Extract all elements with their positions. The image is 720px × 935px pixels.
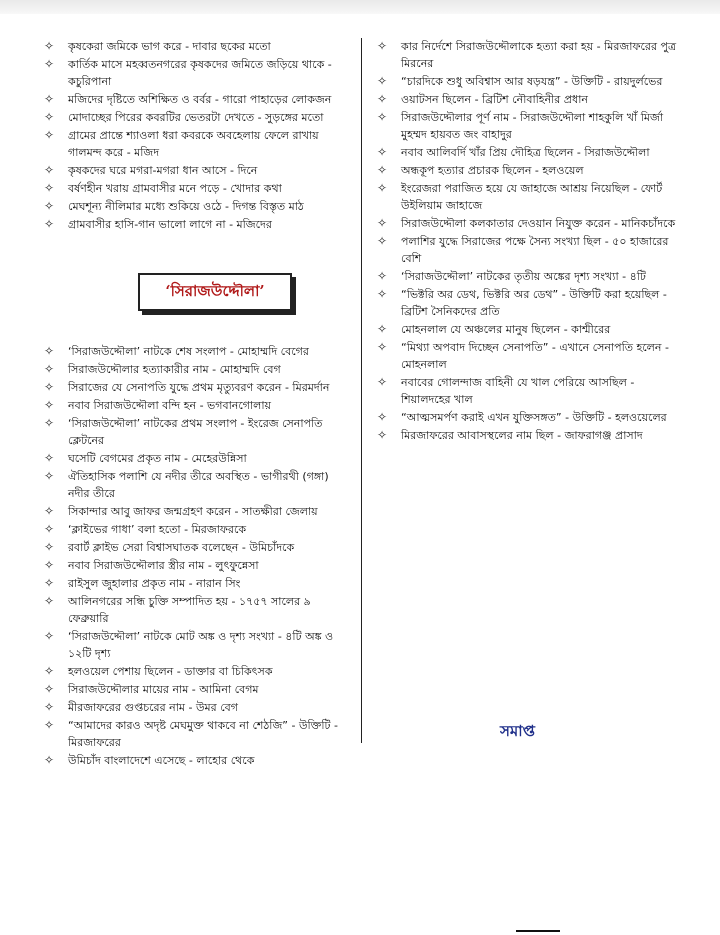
list-item — [373, 233, 683, 267]
list-item — [373, 73, 683, 90]
list-item-text: কার নির্দেশে সিরাজউদ্দৌলাকে হত্যা করা হয় - মিরজাফরের পুত্র মিরনের — [401, 40, 677, 70]
document-page — [40, 38, 680, 767]
list-item — [40, 468, 350, 502]
left-column — [40, 38, 350, 770]
list-item — [373, 91, 683, 108]
diamond-star-bullet-icon: ✧ — [44, 594, 55, 608]
diamond-star-bullet-icon: ✧ — [44, 682, 55, 696]
list-item — [40, 127, 350, 161]
list-item — [373, 38, 683, 72]
diamond-star-bullet-icon: ✧ — [44, 217, 55, 231]
list-item — [373, 180, 683, 214]
list-item-text: ঘসেটি বেগমের প্রকৃত নাম - মেহেরউন্নিসা — [68, 452, 247, 465]
list-item — [40, 180, 350, 197]
diamond-star-bullet-icon: ✧ — [44, 576, 55, 590]
list-item — [373, 162, 683, 179]
list-item-text: পলাশির যুদ্ধে সিরাজের পক্ষে সৈন্য সংখ্যা ছিল - ৫০ হাজারের বেশি — [401, 235, 669, 265]
diamond-star-bullet-icon: ✧ — [44, 664, 55, 678]
list-item-text: গ্রামের প্রান্তে শ্যাওলা ধরা কবরকে অবহেলায় ফেলে রাখায় গালমন্দ করে - মজিদ — [68, 129, 319, 159]
diamond-star-bullet-icon: ✧ — [44, 110, 55, 124]
diamond-star-bullet-icon: ✧ — [44, 753, 55, 767]
diamond-star-bullet-icon: ✧ — [44, 344, 55, 358]
diamond-star-bullet-icon: ✧ — [44, 522, 55, 536]
diamond-star-bullet-icon: ✧ — [44, 380, 55, 394]
column-divider — [361, 38, 362, 743]
diamond-star-bullet-icon: ✧ — [377, 322, 388, 336]
list-item-text: মীরজাফরের গুপ্তচরের নাম - উমর বেগ — [68, 701, 238, 714]
right-column — [373, 38, 683, 445]
diamond-star-bullet-icon: ✧ — [44, 469, 55, 483]
list-item-text: রাইসুল জুহালার প্রকৃত নাম - নারান সিং — [68, 577, 241, 590]
list-item — [40, 109, 350, 126]
diamond-star-bullet-icon: ✧ — [377, 163, 388, 177]
list-item — [40, 593, 350, 627]
diamond-star-bullet-icon: ✧ — [377, 110, 388, 124]
diamond-star-bullet-icon: ✧ — [377, 234, 388, 248]
list-item-text: সিরাজউদ্দৌলার পূর্ণ নাম - সিরাজউদ্দৌলা শাহকুলি খাঁ মির্জা মুহম্মদ হায়বত জং বাহাদুর — [401, 111, 664, 141]
diamond-star-bullet-icon: ✧ — [377, 216, 388, 230]
diamond-star-bullet-icon: ✧ — [377, 269, 388, 283]
list-item — [373, 339, 683, 373]
diamond-star-bullet-icon: ✧ — [44, 362, 55, 376]
list-item — [40, 415, 350, 449]
list-item-text: হলওয়েল পেশায় ছিলেন - ডাক্তার বা চিকিৎসক — [68, 665, 273, 678]
diamond-star-bullet-icon: ✧ — [44, 39, 55, 53]
diamond-star-bullet-icon: ✧ — [377, 428, 388, 442]
list-item — [40, 343, 350, 360]
list-item — [373, 321, 683, 338]
list-item — [373, 286, 683, 320]
list-item-text: উমিচাঁদ বাংলাদেশে এসেছে - লাহোর থেকে — [68, 754, 255, 767]
list-item — [40, 56, 350, 90]
list-item — [40, 198, 350, 215]
list-item-text: নবাব আলিবর্দি খাঁর প্রিয় দৌহিত্র ছিলেন - সিরাজউদ্দৌলা — [401, 146, 650, 159]
section-heading: ‘সিরাজউদ্দৌলা’ — [138, 273, 292, 311]
list-item-text: কৃষকেরা জমিকে ভাগ করে - দাবার ছকের মতো — [68, 40, 271, 53]
list-item-text: ওয়াটসন ছিলেন - ব্রিটিশ নৌবাহিনীর প্রধান — [401, 93, 588, 106]
list-item-text: সিরাজউদ্দৌলা কলকাতার দেওয়ান নিযুক্ত করেন - মানিকচাঁদকে — [401, 217, 676, 230]
diamond-star-bullet-icon: ✧ — [377, 145, 388, 159]
diamond-star-bullet-icon: ✧ — [44, 181, 55, 195]
list-item-text: গ্রামবাসীর হাসি-গান ভালো লাগে না - মজিদের — [68, 218, 272, 231]
list-item — [40, 397, 350, 414]
diamond-star-bullet-icon: ✧ — [377, 181, 388, 195]
diamond-star-bullet-icon: ✧ — [377, 287, 388, 301]
diamond-star-bullet-icon: ✧ — [44, 718, 55, 732]
list-item — [40, 681, 350, 698]
list-item — [40, 450, 350, 467]
list-item — [40, 663, 350, 680]
diamond-star-bullet-icon: ✧ — [377, 340, 388, 354]
list-item — [373, 427, 683, 444]
section-list — [40, 343, 350, 769]
diamond-star-bullet-icon: ✧ — [44, 629, 55, 643]
diamond-star-bullet-icon: ✧ — [44, 416, 55, 430]
list-item — [40, 379, 350, 396]
list-item-text: সিরাজের যে সেনাপতি যুদ্ধে প্রথম মৃত্যুবরণ করেন - মিরমর্দান — [68, 381, 330, 394]
list-item-text: কৃষকদের ঘরে মগরা-মগরা ধান আসে - দিনে — [68, 164, 258, 177]
list-item — [373, 409, 683, 426]
diamond-star-bullet-icon: ✧ — [377, 410, 388, 424]
list-item-text: অন্ধকূপ হত্যার প্রচারক ছিলেন - হলওয়েল — [401, 164, 584, 177]
diamond-star-bullet-icon: ✧ — [44, 128, 55, 142]
diamond-star-bullet-icon: ✧ — [377, 74, 388, 88]
list-item-text: মোহনলাল যে অঞ্চলের মানুষ ছিলেন - কাশ্মীরের — [401, 323, 611, 336]
list-item-text: “আত্মসমর্পণ করাই এখন যুক্তিসঙ্গত” - উক্তিটি - হলওয়েলের — [401, 411, 667, 424]
list-item-text: সিকান্দার আবু জাফর জন্মগ্রহণ করেন - সাতক্ষীরা জেলায় — [68, 505, 318, 518]
list-item — [373, 374, 683, 408]
list-item-text: ঐতিহাসিক পলাশি যে নদীর তীরে অবস্থিত - ভাগীরথী (গঙ্গা) নদীর তীরে — [68, 470, 329, 500]
list-item-text: মেঘশূন্য নীলিমার মধ্যে শুকিয়ে ওঠে - দিগন্ত বিস্তৃত মাঠ — [68, 200, 304, 213]
diamond-star-bullet-icon: ✧ — [44, 92, 55, 106]
list-item — [373, 109, 683, 143]
top-shadow-band — [0, 0, 720, 14]
list-item-text: নবাব সিরাজউদ্দৌলা বন্দি হন - ভগবানগোলায় — [68, 399, 272, 412]
diamond-star-bullet-icon: ✧ — [44, 163, 55, 177]
diamond-star-bullet-icon: ✧ — [44, 451, 55, 465]
list-item-text: মজিদের দৃষ্টিতে অশিক্ষিত ও বর্বর - গারো পাহাড়ের লোকজন — [68, 93, 332, 106]
list-item-text: বর্ষণহীন খরায় গ্রামবাসীর মনে পড়ে - খোদার কথা — [68, 182, 282, 195]
list-item — [40, 539, 350, 556]
list-item — [40, 717, 350, 751]
list-item — [40, 699, 350, 716]
list-item-text: “মিথ্যা অপবাদ দিচ্ছেন সেনাপতি” - এখানে সেনাপতি হলেন - মোহনলাল — [401, 341, 669, 371]
diamond-star-bullet-icon: ✧ — [377, 39, 388, 53]
list-item — [373, 144, 683, 161]
list-item — [40, 503, 350, 520]
list-item — [373, 215, 683, 232]
list-item — [40, 216, 350, 233]
list-item-text: “ভিক্টরি অর ডেথ, ভিক্টরি অর ডেথ” - উক্তিটি করা হয়েছিল - ব্রিটিশ সৈনিকদের প্রতি — [401, 288, 667, 318]
list-item-text: ইংরেজরা পরাজিত হয়ে যে জাহাজে আশ্রয় নিয়েছিল - ফোর্ট উইলিয়াম জাহাজে — [401, 182, 663, 212]
list-item — [40, 628, 350, 662]
list-item-text: রবার্ট ক্লাইভ সেরা বিশ্বাসঘাতক বলেছেন - উমিচাঁদকে — [68, 541, 295, 554]
list-item-text: মিরজাফরের আবাসস্থলের নাম ছিল - জাফরাগঞ্জ প্রাসাদ — [401, 429, 643, 442]
diamond-star-bullet-icon: ✧ — [44, 558, 55, 572]
list-item-text: ‘সিরাজউদ্দৌলা’ নাটকের তৃতীয় অঙ্কের দৃশ্য সংখ্যা - ৪টি — [401, 270, 646, 283]
list-item-text: নবাবের গোলন্দাজ বাহিনী যে খাল পেরিয়ে আসছিল - শিয়ালদহের খাল — [401, 376, 635, 406]
list-item-text: “চারদিকে শুধু অবিশ্বাস আর ষড়যন্ত্র” - উক্তিটি - রায়দুর্লভের — [401, 75, 663, 88]
end-mark: সমাপ্ত — [500, 722, 535, 740]
list-item-text: ‘সিরাজউদ্দৌলা’ নাটকের প্রথম সংলাপ - ইংরেজ সেনাপতি ক্লেটনের — [68, 417, 323, 447]
list-item-text: ‘সিরাজউদ্দৌলা’ নাটকে শেষ সংলাপ - মোহাম্মদি বেগের — [68, 345, 309, 358]
diamond-star-bullet-icon: ✧ — [44, 540, 55, 554]
list-item-text: সিরাজউদ্দৌলার মায়ের নাম - আমিনা বেগম — [68, 683, 259, 696]
diamond-star-bullet-icon: ✧ — [44, 700, 55, 714]
list-item — [40, 91, 350, 108]
list-item — [40, 752, 350, 769]
list-item-text: আলিনগরের সন্ধি চুক্তি সম্পাদিত হয় - ১৭৫৭ সালের ৯ ফেব্রুয়ারি — [68, 595, 311, 625]
diamond-star-bullet-icon: ✧ — [44, 57, 55, 71]
diamond-star-bullet-icon: ✧ — [44, 504, 55, 518]
list-item-text: সিরাজউদ্দৌলার হত্যাকারীর নাম - মোহাম্মদি বেগ — [68, 363, 281, 376]
footer-rule — [516, 930, 560, 932]
list-item — [40, 557, 350, 574]
list-item-text: নবাব সিরাজউদ্দৌলার স্ত্রীর নাম - লুৎফুন্নেসা — [68, 559, 259, 572]
list-item — [40, 575, 350, 592]
list-item-text: ‘ক্লাইভের গাধা’ বলা হতো - মিরজাফরকে — [68, 523, 247, 536]
list-item — [373, 268, 683, 285]
list-item — [40, 361, 350, 378]
list-item-text: ‘সিরাজউদ্দৌলা’ নাটকে মোট অঙ্ক ও দৃশ্য সংখ্যা - ৪টি অঙ্ক ও ১২টি দৃশ্য — [68, 630, 334, 660]
list-item-text: কার্তিক মাসে মহব্বতনগরের কৃষকদের জমিতে জড়িয়ে থাকে - কচুরিপানা — [68, 58, 332, 88]
diamond-star-bullet-icon: ✧ — [377, 375, 388, 389]
list-item — [40, 38, 350, 55]
list-item-text: মোদাচ্ছের পিরের কবরটির ভেতরটা দেখতে - সুড়ঙ্গের মতো — [68, 111, 324, 124]
intro-list — [40, 38, 350, 233]
list-item-text: “আমাদের কারও অদৃষ্ট মেঘমুক্ত থাকবে না শেঠজি” - উক্তিটি - মিরজাফরের — [68, 719, 338, 749]
list-item — [40, 521, 350, 538]
list-item — [40, 162, 350, 179]
diamond-star-bullet-icon: ✧ — [44, 199, 55, 213]
diamond-star-bullet-icon: ✧ — [44, 398, 55, 412]
diamond-star-bullet-icon: ✧ — [377, 92, 388, 106]
